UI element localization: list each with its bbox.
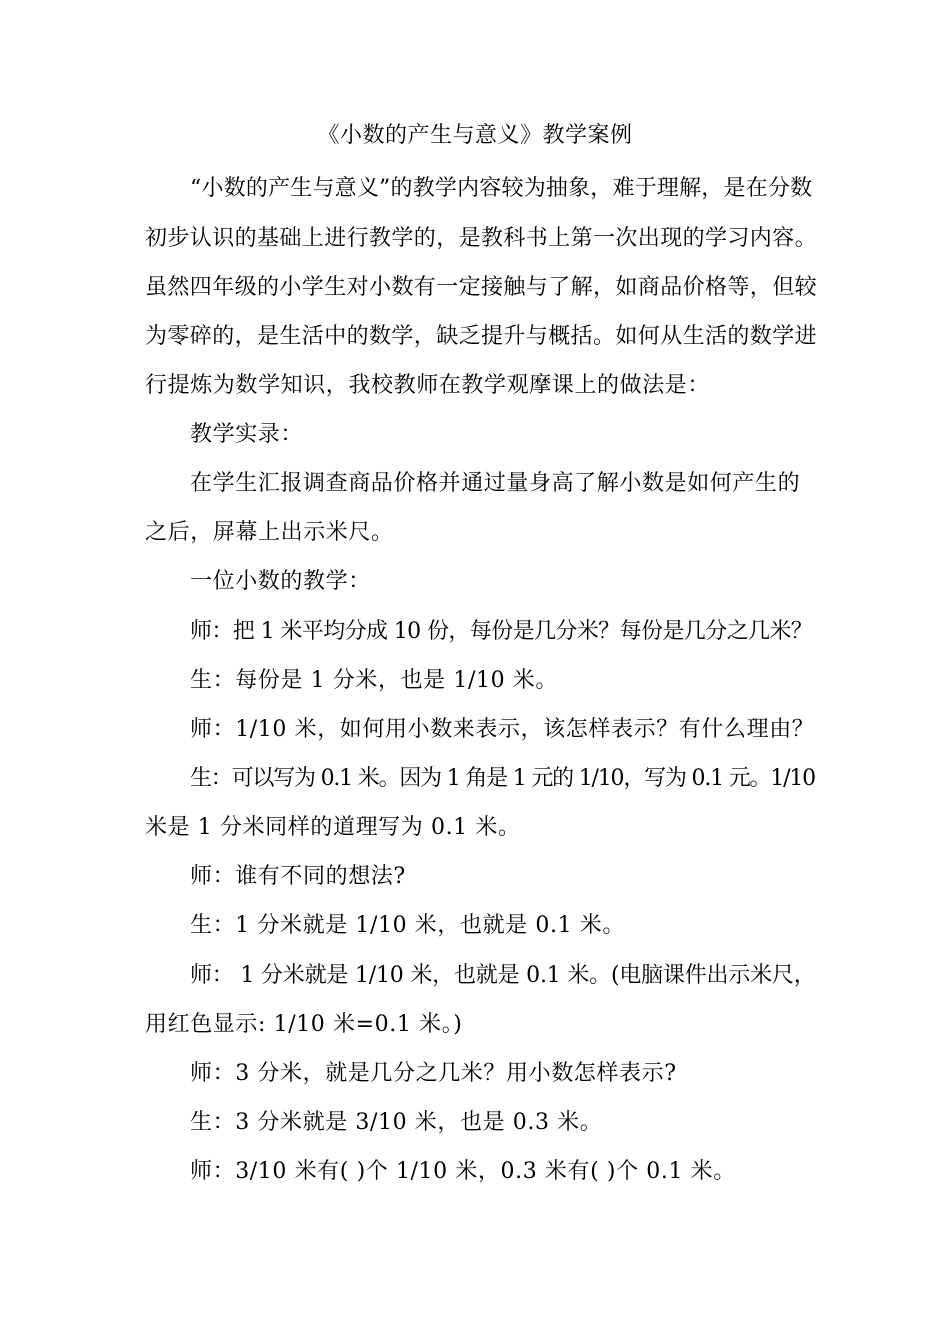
- paragraph-line: 为零碎的，是生活中的数学，缺乏提升与概括。如何从生活的数学进: [145, 324, 818, 349]
- dialogue-line: 生：3 分米就是 3/10 米，也是 0.3 米。: [190, 1110, 603, 1135]
- dialogue-line: 师： 1 分米就是 1/10 米，也就是 0.1 米。(电脑课件出示米尺，: [190, 963, 816, 988]
- document-title: 《小数的产生与意义》教学案例: [317, 123, 633, 148]
- paragraph-line: “小数的产生与意义”的教学内容较为抽象，难于理解，是在分数: [190, 176, 813, 201]
- dialogue-line: 生：每份是 1 分米，也是 1/10 米。: [190, 668, 558, 693]
- paragraph-line: 虽然四年级的小学生对小数有一定接触与了解，如商品价格等，但较: [145, 275, 818, 300]
- dialogue-line: 师：3 分米，就是几分之几米？用小数怎样表示?: [190, 1061, 677, 1086]
- paragraph-line: 初步认识的基础上进行教学的，是教科书上第一次出现的学习内容。: [145, 226, 818, 251]
- dialogue-line: 师：1/10 米，如何用小数来表示，该怎样表示？有什么理由？: [190, 717, 815, 742]
- paragraph-line: 之后，屏幕上出示米尺。: [145, 520, 394, 545]
- paragraph-line: 在学生汇报调查商品价格并通过量身高了解小数是如何产生的: [190, 471, 801, 496]
- dialogue-line: 师：把 1 米平均分成 10 份，每份是几分米？每份是几分之几米？: [190, 619, 813, 644]
- dialogue-line: 生：1 分米就是 1/10 米，也就是 0.1 米。: [190, 913, 625, 938]
- dialogue-line: 生：可以写为 0.1 米。因为 1 角是 1 元的 1/10，写为 0.1 元。1/10: [190, 766, 815, 791]
- section-heading: 一位小数的教学：: [190, 569, 371, 594]
- dialogue-line: 用红色显示: 1/10 米=0.1 米。): [145, 1012, 463, 1037]
- dialogue-line: 师：3/10 米有( )个 1/10 米，0.3 米有( )个 0.1 米。: [190, 1159, 736, 1184]
- dialogue-line: 师：谁有不同的想法?: [190, 864, 406, 889]
- dialogue-line: 米是 1 分米同样的道理写为 0.1 米。: [145, 815, 521, 840]
- paragraph-line: 行提炼为数学知识，我校教师在教学观摩课上的做法是：: [145, 373, 711, 398]
- section-heading: 教学实录：: [190, 422, 304, 447]
